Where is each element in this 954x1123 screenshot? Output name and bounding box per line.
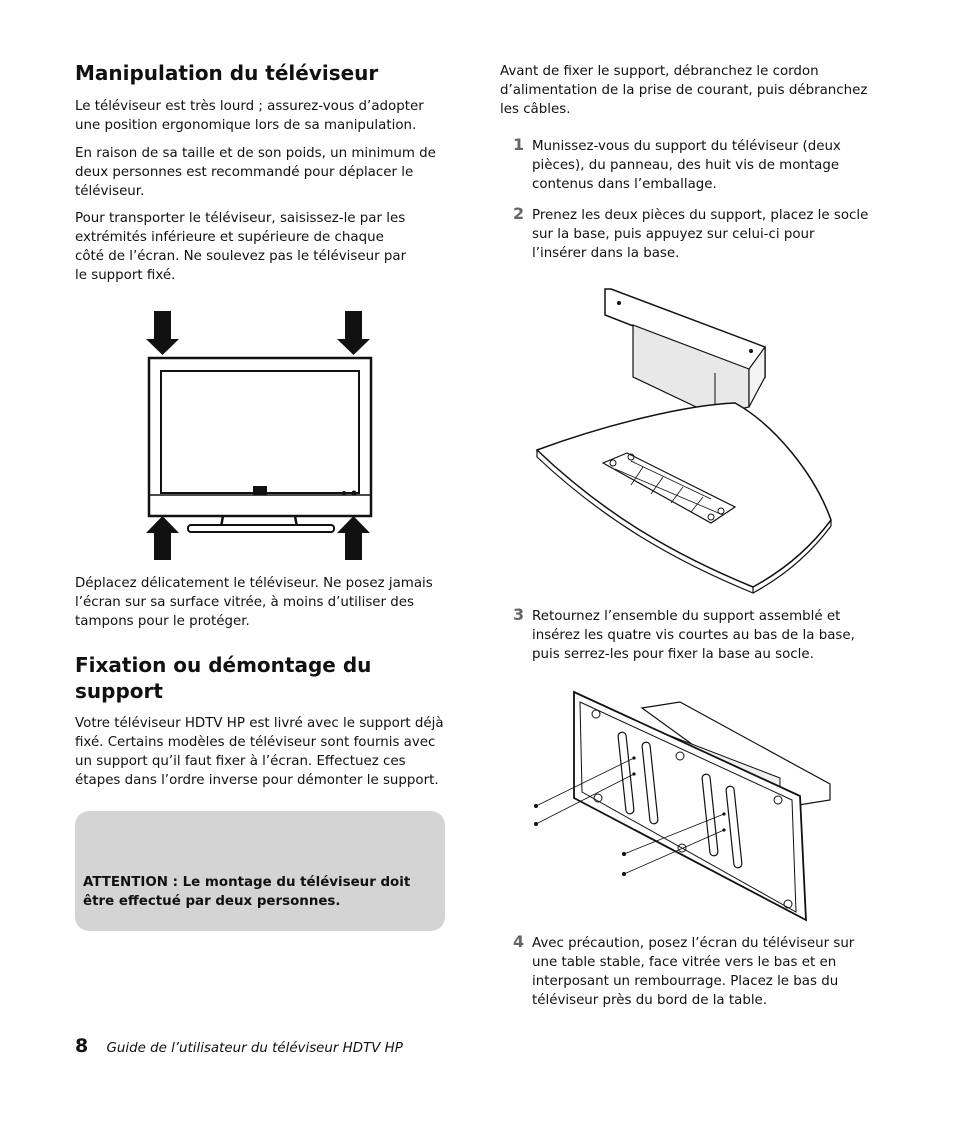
- heading-manipulation: [75, 60, 378, 86]
- screw-insertion-illustration: [530, 688, 840, 928]
- arrow-up-right-icon: [337, 516, 370, 560]
- heading-fixation: [75, 652, 435, 704]
- paragraph-hdtv-stand: Votre téléviseur HDTV HP est livré avec le support déjà fixé. Certains modèles de téléviseur sont fournis avec un support qu’il faut fixer à l’écran. Effectuez ces étapes dans l’ordre inverse pour démonter le support.: [75, 716, 444, 788]
- step-1: [513, 137, 873, 194]
- stand-assembly-illustration: [535, 285, 835, 595]
- arrow-down-right-icon: [337, 311, 370, 355]
- heading2: Fixation ou démontage du support: [75, 653, 372, 703]
- step-number: 1: [513, 135, 525, 154]
- heading1: Manipulation du téléviseur: [75, 61, 379, 85]
- paragraph-two-people: En raison de sa taille et de son poids, un minimum de deux personnes est recommandé pour déplacer le téléviseur.: [75, 146, 436, 199]
- paragraph-gently: Déplacez délicatement le téléviseur. Ne posez jamais l’écran sur sa surface vitrée, à moins d’utiliser des tampons pour le protéger.: [75, 576, 433, 629]
- footer-title: Guide de l’utilisateur du téléviseur HDTV HP: [106, 1041, 403, 1056]
- paragraph-intro: Avant de fixer le support, débranchez le cordon d’alimentation de la prise de courant, puis débranchez les câbles.: [500, 64, 868, 117]
- attention-text: ATTENTION : Le montage du téléviseur doit être effectué par deux personnes.: [83, 875, 411, 909]
- step-number: 2: [513, 204, 525, 223]
- step-text: Munissez-vous du support du téléviseur (deux pièces), du panneau, des huit vis de montage contenus dans l’emballage.: [532, 139, 841, 192]
- paragraph-weight: Le téléviseur est très lourd ; assurez-vous d’adopter une position ergonomique lors de sa manipulation.: [75, 99, 424, 133]
- step-text: Avec précaution, posez l’écran du téléviseur sur une table stable, face vitrée vers le bas et en interposant un rembourrage. Placez le bas du téléviseur près du bord de la table.: [532, 936, 855, 1008]
- page-footer: [75, 1035, 403, 1057]
- paragraph-transport: Pour transporter le téléviseur, saisissez-le par les extrémités inférieure et supérieure de chaque côté de l’écran. Ne soulevez pas le téléviseur par le support fixé.: [75, 211, 407, 283]
- arrow-down-left-icon: [146, 311, 179, 355]
- page-number: 8: [75, 1035, 89, 1057]
- step-3: [513, 607, 873, 664]
- step-4: [513, 934, 873, 1010]
- arrow-up-left-icon: [146, 516, 179, 560]
- step-text: Retournez l’ensemble du support assemblé et insérez les quatre vis courtes au bas de la base, puis serrez-les pour fixer la base au socle.: [532, 609, 855, 662]
- step-number: 4: [513, 932, 525, 951]
- attention-callout: [75, 811, 445, 931]
- step-text: Prenez les deux pièces du support, placez le socle sur la base, puis appuyez sur celui-ci pour l’insérer dans la base.: [532, 208, 869, 261]
- step-number: 3: [513, 605, 525, 624]
- tv-lifting-illustration: [140, 305, 385, 565]
- step-2: [513, 206, 873, 263]
